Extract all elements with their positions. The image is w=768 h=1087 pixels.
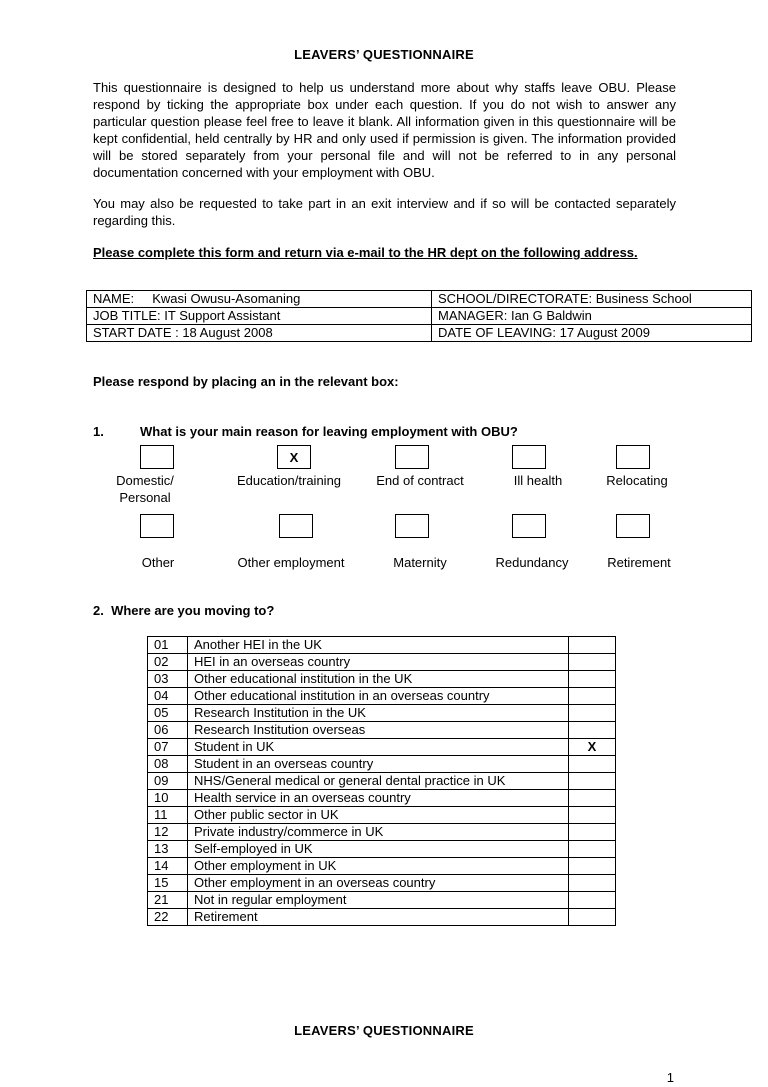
- page-number: 1: [666, 1070, 674, 1085]
- label-maternity: Maternity: [393, 555, 447, 570]
- intro-paragraph: This questionnaire is designed to help us understand more about why staffs leave OBU. Please respond by ticking the appropriate box under each question. If you do not wish to answer any particular question please feel free to leave it blank. All information given in this questionnaire will be kept confidential, held centrally by HR and only used if permission is given. The information provided will be stored separately from your personal file and will not be referred to in any personal documentation concerned with your employment with OBU.: [93, 80, 676, 180]
- leaving-date-field[interactable]: DATE OF LEAVING: 17 August 2009: [432, 325, 752, 342]
- checkbox-other[interactable]: [140, 514, 174, 538]
- destination-checkbox[interactable]: [569, 790, 616, 807]
- label-retirement: Retirement: [607, 555, 671, 570]
- destination-description: Other educational institution in an overseas country: [188, 688, 569, 705]
- label-other: Other: [141, 555, 175, 570]
- destination-checkbox[interactable]: [569, 841, 616, 858]
- table-row: [148, 756, 616, 773]
- employee-info-table: [86, 290, 752, 342]
- destination-checkbox[interactable]: [569, 654, 616, 671]
- table-row: [148, 773, 616, 790]
- destination-description: Not in regular employment: [188, 892, 569, 909]
- checkbox-education-training[interactable]: X: [277, 445, 311, 469]
- table-row: [148, 637, 616, 654]
- destination-code: 07: [148, 739, 188, 756]
- destination-code: 14: [148, 858, 188, 875]
- label-redundancy: Redundancy: [495, 555, 569, 570]
- destination-checkbox[interactable]: [569, 637, 616, 654]
- table-row: [148, 858, 616, 875]
- destination-description: Other employment in UK: [188, 858, 569, 875]
- table-row: [148, 654, 616, 671]
- destination-checkbox[interactable]: [569, 722, 616, 739]
- destination-description: Research Institution in the UK: [188, 705, 569, 722]
- destination-description: Another HEI in the UK: [188, 637, 569, 654]
- table-row: [148, 841, 616, 858]
- destination-checkbox[interactable]: [569, 875, 616, 892]
- destination-checkbox[interactable]: [569, 909, 616, 926]
- table-row: [148, 671, 616, 688]
- destination-code: 03: [148, 671, 188, 688]
- destination-code: 21: [148, 892, 188, 909]
- destination-checkbox[interactable]: [569, 858, 616, 875]
- table-row: [148, 688, 616, 705]
- destination-code: 22: [148, 909, 188, 926]
- destination-code: 12: [148, 824, 188, 841]
- destination-code: 08: [148, 756, 188, 773]
- destination-code: 15: [148, 875, 188, 892]
- checkbox-ill-health[interactable]: [512, 445, 546, 469]
- exit-interview-paragraph: You may also be requested to take part in an exit interview and if so will be contacted separately regarding this.: [93, 196, 676, 228]
- checkbox-end-of-contract[interactable]: [395, 445, 429, 469]
- checkbox-other-employment[interactable]: [279, 514, 313, 538]
- label-other-employment: Other employment: [237, 555, 345, 570]
- label-end-of-contract: End of contract: [376, 473, 464, 488]
- checkbox-relocating[interactable]: [616, 445, 650, 469]
- destination-checkbox[interactable]: [569, 756, 616, 773]
- destination-description: Research Institution overseas: [188, 722, 569, 739]
- destination-code: 10: [148, 790, 188, 807]
- destination-code: 01: [148, 637, 188, 654]
- question-2-text: 2. Where are you moving to?: [93, 603, 275, 618]
- table-row: [148, 909, 616, 926]
- destination-description: NHS/General medical or general dental practice in UK: [188, 773, 569, 790]
- destination-description: Private industry/commerce in UK: [188, 824, 569, 841]
- destination-checkbox[interactable]: [569, 892, 616, 909]
- destination-description: Other employment in an overseas country: [188, 875, 569, 892]
- label-education-training: Education/training: [236, 473, 342, 488]
- checkbox-domestic-personal[interactable]: [140, 445, 174, 469]
- destination-description: Other public sector in UK: [188, 807, 569, 824]
- destination-description: Health service in an overseas country: [188, 790, 569, 807]
- page-title: LEAVERS’ QUESTIONNAIRE: [294, 47, 474, 62]
- table-row: [148, 705, 616, 722]
- destination-description: Student in an overseas country: [188, 756, 569, 773]
- destination-code: 06: [148, 722, 188, 739]
- table-row: [148, 790, 616, 807]
- response-instruction: Please respond by placing an in the relevant box:: [93, 374, 399, 389]
- school-field[interactable]: SCHOOL/DIRECTORATE: Business School: [432, 291, 752, 308]
- destination-checkbox[interactable]: [569, 807, 616, 824]
- destination-description: HEI in an overseas country: [188, 654, 569, 671]
- table-row: [148, 875, 616, 892]
- checkbox-redundancy[interactable]: [512, 514, 546, 538]
- label-relocating: Relocating: [606, 473, 668, 488]
- manager-field[interactable]: MANAGER: Ian G Baldwin: [432, 308, 752, 325]
- return-instructions: Please complete this form and return via e-mail to the HR dept on the following address.: [93, 245, 638, 260]
- label-domestic-personal: Domestic/ Personal: [116, 473, 174, 505]
- question-1-number: 1.: [93, 424, 104, 439]
- destination-description: Student in UK: [188, 739, 569, 756]
- start-date-field[interactable]: START DATE : 18 August 2008: [87, 325, 432, 342]
- destination-table: [147, 636, 616, 926]
- checkbox-maternity[interactable]: [395, 514, 429, 538]
- destination-checkbox[interactable]: [569, 671, 616, 688]
- destination-code: 05: [148, 705, 188, 722]
- destination-description: Retirement: [188, 909, 569, 926]
- destination-checkbox[interactable]: [569, 773, 616, 790]
- footer-title: LEAVERS’ QUESTIONNAIRE: [294, 1023, 474, 1038]
- table-row: [148, 739, 616, 756]
- job-title-field[interactable]: JOB TITLE: IT Support Assistant: [87, 308, 432, 325]
- label-ill-health: Ill health: [513, 473, 563, 488]
- destination-code: 04: [148, 688, 188, 705]
- destination-checkbox[interactable]: [569, 824, 616, 841]
- destination-description: Self-employed in UK: [188, 841, 569, 858]
- destination-code: 02: [148, 654, 188, 671]
- destination-description: Other educational institution in the UK: [188, 671, 569, 688]
- table-row: [148, 892, 616, 909]
- checkbox-retirement[interactable]: [616, 514, 650, 538]
- table-row: [148, 824, 616, 841]
- table-row: [148, 807, 616, 824]
- destination-checkbox[interactable]: [569, 688, 616, 705]
- destination-checkbox[interactable]: X: [569, 739, 616, 756]
- question-1-text: What is your main reason for leaving employment with OBU?: [140, 424, 518, 439]
- destination-code: 09: [148, 773, 188, 790]
- name-field[interactable]: NAME: Kwasi Owusu-Asomaning: [87, 291, 432, 308]
- destination-checkbox[interactable]: [569, 705, 616, 722]
- destination-code: 13: [148, 841, 188, 858]
- table-row: [148, 722, 616, 739]
- destination-code: 11: [148, 807, 188, 824]
